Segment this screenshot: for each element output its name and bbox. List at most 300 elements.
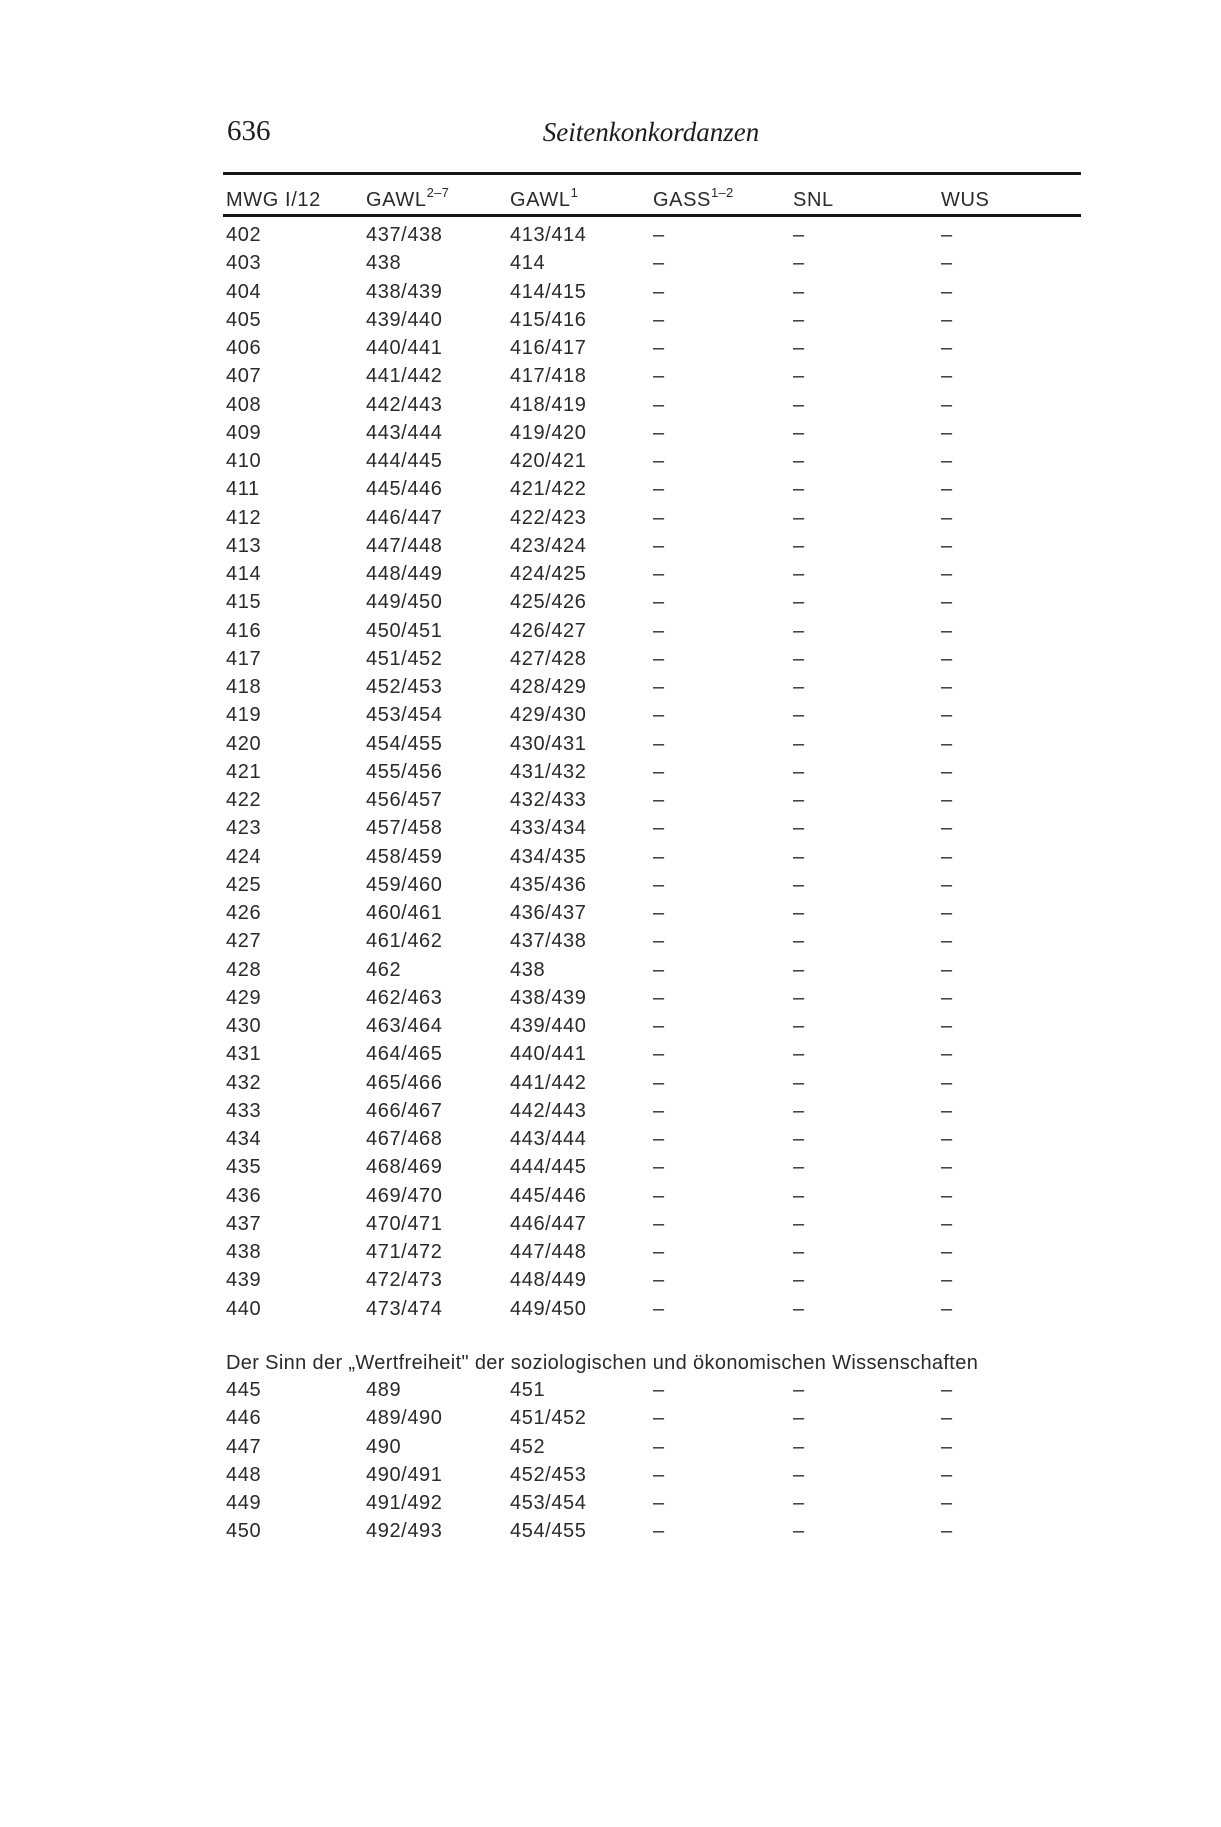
cell: 441/442 xyxy=(366,365,443,388)
cell: 423/424 xyxy=(510,534,587,557)
cell: 462/463 xyxy=(366,986,443,1009)
cell: – xyxy=(653,873,665,896)
cell: – xyxy=(653,845,665,868)
cell: – xyxy=(941,506,953,529)
cell: – xyxy=(941,591,953,614)
cell: 414 xyxy=(226,563,262,585)
cell: – xyxy=(793,1379,805,1401)
cell: 445/446 xyxy=(510,1184,587,1207)
cell: – xyxy=(793,1241,805,1263)
cell: 453/454 xyxy=(366,704,443,727)
cell: – xyxy=(941,1043,953,1066)
cell: 412 xyxy=(226,506,262,529)
cell: 410 xyxy=(226,450,262,472)
cell: – xyxy=(941,986,953,1009)
table-row xyxy=(223,899,1081,927)
table-row xyxy=(223,1153,1081,1181)
column-header-superscript: 2–7 xyxy=(426,185,450,201)
cell: – xyxy=(793,676,805,698)
cell: – xyxy=(793,1128,805,1150)
cell: 460/461 xyxy=(366,902,443,924)
cell: – xyxy=(793,1463,805,1486)
cell: – xyxy=(653,506,665,529)
cell: 452/453 xyxy=(510,1463,587,1486)
cell: 435 xyxy=(226,1156,262,1179)
cell: 414/415 xyxy=(510,280,587,303)
cell: – xyxy=(653,337,665,359)
cell: 416/417 xyxy=(510,337,587,359)
cell: 415 xyxy=(226,591,262,614)
cell: – xyxy=(653,280,665,303)
cell: – xyxy=(941,1241,953,1263)
table-row xyxy=(223,306,1081,334)
cell: 442/443 xyxy=(510,1099,587,1122)
cell: 417 xyxy=(226,647,262,670)
cell: – xyxy=(793,930,805,953)
cell: 448 xyxy=(226,1463,262,1486)
cell: – xyxy=(793,732,805,755)
cell: – xyxy=(653,1099,665,1122)
table-header-row xyxy=(223,186,1081,214)
cell: – xyxy=(653,1463,665,1486)
cell: 426/427 xyxy=(510,619,587,642)
cell: 464/465 xyxy=(366,1043,443,1066)
cell: 490 xyxy=(366,1435,402,1458)
cell: – xyxy=(941,1156,953,1179)
cell: 455/456 xyxy=(366,760,443,783)
cell: – xyxy=(793,958,805,981)
table-body xyxy=(223,221,1081,1323)
table-row xyxy=(223,1238,1081,1266)
cell: 439/440 xyxy=(366,308,443,331)
cell: – xyxy=(653,1043,665,1066)
cell: – xyxy=(941,1379,953,1401)
cell: – xyxy=(793,1043,805,1066)
cell: 442/443 xyxy=(366,393,443,416)
table-row xyxy=(223,419,1081,447)
cell: 453/454 xyxy=(510,1492,587,1514)
table-row xyxy=(223,1097,1081,1125)
cell: – xyxy=(941,1099,953,1122)
cell: – xyxy=(793,563,805,585)
table-row xyxy=(223,645,1081,673)
cell: 418 xyxy=(226,676,262,698)
cell: – xyxy=(941,1492,953,1514)
cell: – xyxy=(653,789,665,811)
cell: 452 xyxy=(510,1435,546,1458)
cell: – xyxy=(941,337,953,359)
cell: – xyxy=(793,704,805,727)
column-header: GAWL$^{2-7}$ xyxy=(366,185,450,211)
cell: – xyxy=(653,930,665,953)
cell: 416 xyxy=(226,619,262,642)
cell: 446 xyxy=(226,1407,262,1430)
cell: – xyxy=(793,1520,805,1543)
table-row xyxy=(223,758,1081,786)
page-number: 636 xyxy=(227,115,271,147)
table-row xyxy=(223,1069,1081,1097)
cell: – xyxy=(793,308,805,331)
cell: 408 xyxy=(226,393,262,416)
cell: – xyxy=(653,1435,665,1458)
cell: 419/420 xyxy=(510,421,587,444)
cell: – xyxy=(793,393,805,416)
table-row xyxy=(223,1461,1081,1489)
cell: – xyxy=(941,1520,953,1543)
cell: – xyxy=(941,1435,953,1458)
cell: 430 xyxy=(226,1015,262,1037)
cell: – xyxy=(941,365,953,388)
table-row xyxy=(223,730,1081,758)
cell: – xyxy=(653,1297,665,1320)
table-row xyxy=(223,221,1081,249)
cell: – xyxy=(653,958,665,981)
cell: – xyxy=(793,619,805,642)
cell: – xyxy=(653,760,665,783)
cell: 450 xyxy=(226,1520,262,1543)
cell: 490/491 xyxy=(366,1463,443,1486)
cell: 466/467 xyxy=(366,1099,443,1122)
column-header-superscript: 1 xyxy=(570,185,579,201)
cell: 438/439 xyxy=(510,986,587,1009)
cell: – xyxy=(793,1184,805,1207)
cell: 439 xyxy=(226,1269,262,1292)
cell: 443/444 xyxy=(510,1128,587,1150)
cell: – xyxy=(793,986,805,1009)
cell: 403 xyxy=(226,252,262,275)
page-title: Seitenkonkordanzen xyxy=(542,117,760,147)
cell: – xyxy=(653,1492,665,1514)
cell: 422 xyxy=(226,789,262,811)
cell: – xyxy=(793,789,805,811)
table-row xyxy=(223,278,1081,306)
cell: 415/416 xyxy=(510,308,587,331)
table-row xyxy=(223,1040,1081,1068)
cell: 423 xyxy=(226,817,262,840)
cell: 404 xyxy=(226,280,262,303)
table-row xyxy=(223,871,1081,899)
column-header-superscript: 1–2 xyxy=(710,185,734,201)
table-row xyxy=(223,786,1081,814)
cell: – xyxy=(941,1463,953,1486)
cell: – xyxy=(941,647,953,670)
table-row xyxy=(223,1125,1081,1153)
cell: – xyxy=(653,619,665,642)
cell: – xyxy=(653,450,665,472)
cell: – xyxy=(653,1520,665,1543)
cell: – xyxy=(793,252,805,275)
cell: – xyxy=(653,902,665,924)
cell: 489/490 xyxy=(366,1407,443,1430)
cell: – xyxy=(653,308,665,331)
cell: – xyxy=(941,732,953,755)
table-row xyxy=(223,504,1081,532)
cell: 434/435 xyxy=(510,845,587,868)
cell: 440 xyxy=(226,1297,262,1320)
cell: 431/432 xyxy=(510,760,587,783)
cell: 450/451 xyxy=(366,619,443,642)
cell: 417/418 xyxy=(510,365,587,388)
cell: – xyxy=(793,1435,805,1458)
cell: 462 xyxy=(366,958,402,981)
cell: 420 xyxy=(226,732,262,755)
table-row xyxy=(223,249,1081,277)
cell: 441/442 xyxy=(510,1071,587,1094)
cell: – xyxy=(793,760,805,783)
cell: 434 xyxy=(226,1128,262,1150)
cell: – xyxy=(941,676,953,698)
cell: 461/462 xyxy=(366,930,443,953)
cell: 424/425 xyxy=(510,563,587,585)
cell: – xyxy=(941,845,953,868)
cell: 432 xyxy=(226,1071,262,1094)
cell: – xyxy=(653,1015,665,1037)
cell: – xyxy=(653,478,665,501)
cell: 468/469 xyxy=(366,1156,443,1179)
cell: – xyxy=(941,704,953,727)
cell: – xyxy=(793,1212,805,1235)
cell: 436/437 xyxy=(510,902,587,924)
cell: 409 xyxy=(226,421,262,444)
cell: – xyxy=(941,873,953,896)
cell: – xyxy=(653,393,665,416)
cell: – xyxy=(793,817,805,840)
cell: – xyxy=(793,845,805,868)
cell: 446/447 xyxy=(510,1212,587,1235)
cell: – xyxy=(941,280,953,303)
table-row xyxy=(223,1376,1081,1404)
cell: 472/473 xyxy=(366,1269,443,1292)
cell: – xyxy=(941,930,953,953)
cell: 406 xyxy=(226,337,262,359)
table-row xyxy=(223,1433,1081,1461)
cell: 433 xyxy=(226,1099,262,1122)
cell: 452/453 xyxy=(366,676,443,698)
cell: 458/459 xyxy=(366,845,443,868)
cell: – xyxy=(941,450,953,472)
table-row xyxy=(223,1210,1081,1238)
cell: – xyxy=(793,280,805,303)
cell: 413 xyxy=(226,534,262,557)
cell: 419 xyxy=(226,704,262,727)
cell: 444/445 xyxy=(510,1156,587,1179)
cell: 432/433 xyxy=(510,789,587,811)
cell: – xyxy=(653,365,665,388)
cell: 428/429 xyxy=(510,676,587,698)
cell: – xyxy=(793,1099,805,1122)
table-row xyxy=(223,984,1081,1012)
cell: – xyxy=(653,647,665,670)
cell: – xyxy=(793,1407,805,1430)
cell: 448/449 xyxy=(510,1269,587,1292)
cell: – xyxy=(653,817,665,840)
cell: – xyxy=(653,252,665,275)
cell: – xyxy=(653,1269,665,1292)
cell: 421/422 xyxy=(510,478,587,501)
section-table-body xyxy=(223,1376,1081,1546)
cell: 469/470 xyxy=(366,1184,443,1207)
cell: 430/431 xyxy=(510,732,587,755)
cell: – xyxy=(653,1128,665,1150)
cell: – xyxy=(793,421,805,444)
cell: 424 xyxy=(226,845,262,868)
cell: 449/450 xyxy=(366,591,443,614)
cell: 443/444 xyxy=(366,421,443,444)
cell: 457/458 xyxy=(366,817,443,840)
cell: – xyxy=(793,1297,805,1320)
cell: – xyxy=(793,1156,805,1179)
cell: 426 xyxy=(226,902,262,924)
cell: – xyxy=(793,337,805,359)
cell: 447/448 xyxy=(510,1241,587,1263)
cell: 470/471 xyxy=(366,1212,443,1235)
column-header: GASS$^{1-2}$ xyxy=(653,185,734,211)
cell: 414 xyxy=(510,252,546,275)
cell: 449/450 xyxy=(510,1297,587,1320)
cell: 437/438 xyxy=(510,930,587,953)
cell: – xyxy=(941,1407,953,1430)
cell: 425 xyxy=(226,873,262,896)
cell: – xyxy=(653,224,665,246)
cell: 425/426 xyxy=(510,591,587,614)
table-row xyxy=(223,447,1081,475)
table-row xyxy=(223,532,1081,560)
cell: – xyxy=(941,534,953,557)
cell: 467/468 xyxy=(366,1128,443,1150)
cell: – xyxy=(941,789,953,811)
cell: – xyxy=(941,252,953,275)
cell: 489 xyxy=(366,1379,402,1401)
table-row xyxy=(223,673,1081,701)
column-header: WUS xyxy=(941,189,990,211)
cell: – xyxy=(941,393,953,416)
cell: – xyxy=(941,1297,953,1320)
cell: – xyxy=(793,591,805,614)
cell: 473/474 xyxy=(366,1297,443,1320)
cell: 451/452 xyxy=(366,647,443,670)
table-row xyxy=(223,956,1081,984)
cell: 448/449 xyxy=(366,563,443,585)
cell: 418/419 xyxy=(510,393,587,416)
cell: 438 xyxy=(510,958,546,981)
cell: – xyxy=(653,1156,665,1179)
cell: – xyxy=(793,224,805,246)
table-row xyxy=(223,588,1081,616)
cell: – xyxy=(941,224,953,246)
cell: 471/472 xyxy=(366,1241,443,1263)
cell: 402 xyxy=(226,224,262,246)
table-row xyxy=(223,391,1081,419)
cell: 437/438 xyxy=(366,224,443,246)
cell: 440/441 xyxy=(366,337,443,359)
cell: – xyxy=(793,450,805,472)
cell: – xyxy=(793,1492,805,1514)
cell: – xyxy=(653,676,665,698)
cell: – xyxy=(793,365,805,388)
cell: – xyxy=(653,704,665,727)
table-row xyxy=(223,334,1081,362)
cell: – xyxy=(653,1184,665,1207)
cell: 411 xyxy=(226,478,260,501)
table-row xyxy=(223,1404,1081,1432)
table-row xyxy=(223,1266,1081,1294)
table-row xyxy=(223,814,1081,842)
cell: 456/457 xyxy=(366,789,443,811)
cell: – xyxy=(941,760,953,783)
cell: – xyxy=(793,1071,805,1094)
cell: 436 xyxy=(226,1184,262,1207)
cell: – xyxy=(653,986,665,1009)
cell: – xyxy=(941,1071,953,1094)
cell: 431 xyxy=(226,1043,262,1066)
cell: – xyxy=(653,563,665,585)
cell: 437 xyxy=(226,1212,262,1235)
cell: 435/436 xyxy=(510,873,587,896)
cell: 428 xyxy=(226,958,262,981)
table-row xyxy=(223,1182,1081,1210)
table-row xyxy=(223,843,1081,871)
cell: – xyxy=(653,1071,665,1094)
cell: – xyxy=(941,1128,953,1150)
table-row xyxy=(223,1012,1081,1040)
cell: 420/421 xyxy=(510,450,587,472)
cell: – xyxy=(653,591,665,614)
cell: 413/414 xyxy=(510,224,587,246)
cell: – xyxy=(941,1015,953,1037)
cell: – xyxy=(941,1212,953,1235)
column-header: SNL xyxy=(793,189,834,211)
cell: – xyxy=(941,619,953,642)
cell: 492/493 xyxy=(366,1520,443,1543)
cell: 465/466 xyxy=(366,1071,443,1094)
cell: 438 xyxy=(366,252,402,275)
cell: – xyxy=(793,1269,805,1292)
cell: 405 xyxy=(226,308,262,331)
cell: 447 xyxy=(226,1435,262,1458)
cell: 463/464 xyxy=(366,1015,443,1037)
table-row xyxy=(223,927,1081,955)
table-row xyxy=(223,560,1081,588)
section-heading: Der Sinn der „Wertfreiheit" der soziologischen und ökonomischen Wissenschaften xyxy=(226,1352,979,1374)
cell: 447/448 xyxy=(366,534,443,557)
cell: 459/460 xyxy=(366,873,443,896)
cell: 438/439 xyxy=(366,280,443,303)
cell: – xyxy=(793,506,805,529)
cell: – xyxy=(941,308,953,331)
cell: – xyxy=(941,902,953,924)
cell: – xyxy=(941,958,953,981)
cell: 445 xyxy=(226,1379,262,1401)
table-row xyxy=(223,1295,1081,1323)
table-row xyxy=(223,1489,1081,1517)
cell: – xyxy=(793,647,805,670)
cell: 429 xyxy=(226,986,262,1009)
cell: 446/447 xyxy=(366,506,443,529)
cell: – xyxy=(793,902,805,924)
cell: – xyxy=(941,1269,953,1292)
cell: – xyxy=(941,478,953,501)
cell: 433/434 xyxy=(510,817,587,840)
table-row xyxy=(223,1517,1081,1545)
cell: 449 xyxy=(226,1492,262,1514)
cell: 438 xyxy=(226,1241,262,1263)
cell: – xyxy=(653,732,665,755)
table-top-rule xyxy=(223,172,1081,175)
cell: 451 xyxy=(510,1379,546,1401)
cell: – xyxy=(653,1241,665,1263)
cell: 454/455 xyxy=(366,732,443,755)
cell: 491/492 xyxy=(366,1492,443,1514)
